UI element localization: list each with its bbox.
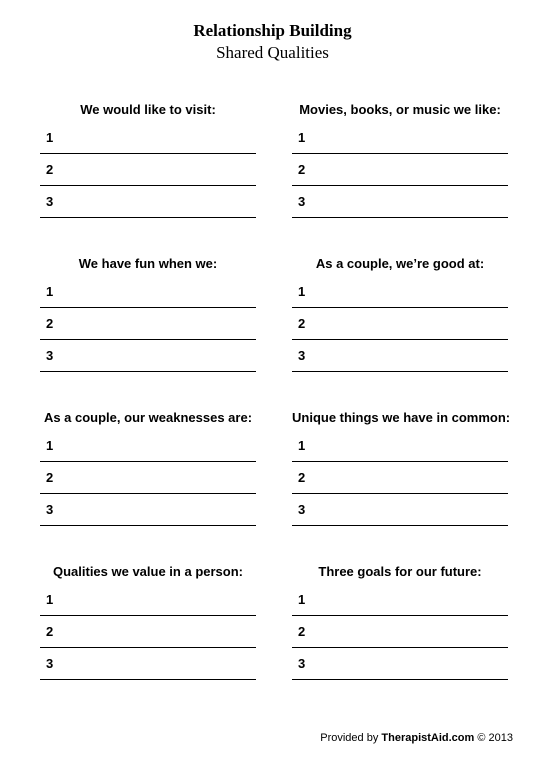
answer-line-2[interactable] [40, 308, 256, 340]
line-number: 2 [298, 624, 306, 639]
section-heading: We have fun when we: [78, 256, 218, 271]
answer-line-1[interactable] [40, 584, 256, 616]
line-number: 1 [46, 130, 54, 145]
answer-line-1[interactable] [40, 122, 256, 154]
answer-line-3[interactable] [292, 648, 508, 680]
line-number: 3 [46, 656, 54, 671]
section-heading: We would like to visit: [80, 102, 216, 117]
section-unique-in-common [292, 408, 511, 517]
answer-line-1[interactable] [40, 276, 256, 308]
line-number: 2 [298, 162, 306, 177]
answer-line-3[interactable] [40, 340, 256, 372]
line-number: 3 [46, 502, 54, 517]
answer-line-2[interactable] [292, 616, 508, 648]
line-number: 1 [46, 438, 54, 453]
section-places-to-visit [40, 100, 256, 209]
line-number: 1 [298, 130, 306, 145]
answer-line-3[interactable] [292, 186, 508, 218]
answer-line-2[interactable] [40, 154, 256, 186]
answer-line-3[interactable] [40, 494, 256, 526]
line-number: 3 [298, 656, 306, 671]
section-fun-together [40, 254, 256, 363]
section-weaknesses [40, 408, 256, 517]
line-number: 1 [298, 438, 306, 453]
section-movies-books-music [292, 100, 508, 209]
section-heading: Qualities we value in a person: [52, 564, 243, 579]
page-subtitle: Shared Qualities [216, 43, 329, 62]
answer-line-3[interactable] [292, 340, 508, 372]
section-heading: Movies, books, or music we like: [299, 102, 501, 117]
line-number: 2 [46, 470, 54, 485]
section-good-at [292, 254, 508, 363]
answer-line-3[interactable] [292, 494, 508, 526]
answer-line-2[interactable] [292, 462, 508, 494]
footer-prefix: Provided by [320, 732, 382, 744]
section-heading: Three goals for our future: [318, 564, 482, 579]
answer-line-3[interactable] [40, 186, 256, 218]
page-title: Relationship Building [193, 21, 352, 40]
line-number: 1 [46, 592, 54, 607]
section-heading: As a couple, we’re good at: [315, 256, 485, 271]
line-number: 1 [298, 592, 306, 607]
section-heading: As a couple, our weaknesses are: [43, 410, 253, 425]
line-number: 2 [46, 316, 54, 331]
answer-line-1[interactable] [292, 276, 508, 308]
line-number: 2 [298, 316, 306, 331]
footer-credit [320, 731, 513, 745]
answer-line-2[interactable] [40, 616, 256, 648]
section-qualities-valued [40, 562, 256, 671]
footer-suffix: © 2013 [474, 732, 513, 744]
answer-line-1[interactable] [40, 430, 256, 462]
answer-line-2[interactable] [292, 308, 508, 340]
line-number: 3 [46, 194, 54, 209]
answer-line-3[interactable] [40, 648, 256, 680]
answer-line-2[interactable] [292, 154, 508, 186]
line-number: 3 [298, 348, 306, 363]
line-number: 1 [298, 284, 306, 299]
answer-line-1[interactable] [292, 584, 508, 616]
line-number: 3 [46, 348, 54, 363]
line-number: 3 [298, 194, 306, 209]
line-number: 1 [46, 284, 54, 299]
line-number: 3 [298, 502, 306, 517]
line-number: 2 [46, 162, 54, 177]
footer-brand: TherapistAid.com [381, 732, 475, 744]
line-number: 2 [46, 624, 54, 639]
section-future-goals [292, 562, 508, 671]
section-heading: Unique things we have in common: [292, 410, 511, 425]
answer-line-1[interactable] [292, 430, 508, 462]
answer-line-1[interactable] [292, 122, 508, 154]
answer-line-2[interactable] [40, 462, 256, 494]
line-number: 2 [298, 470, 306, 485]
